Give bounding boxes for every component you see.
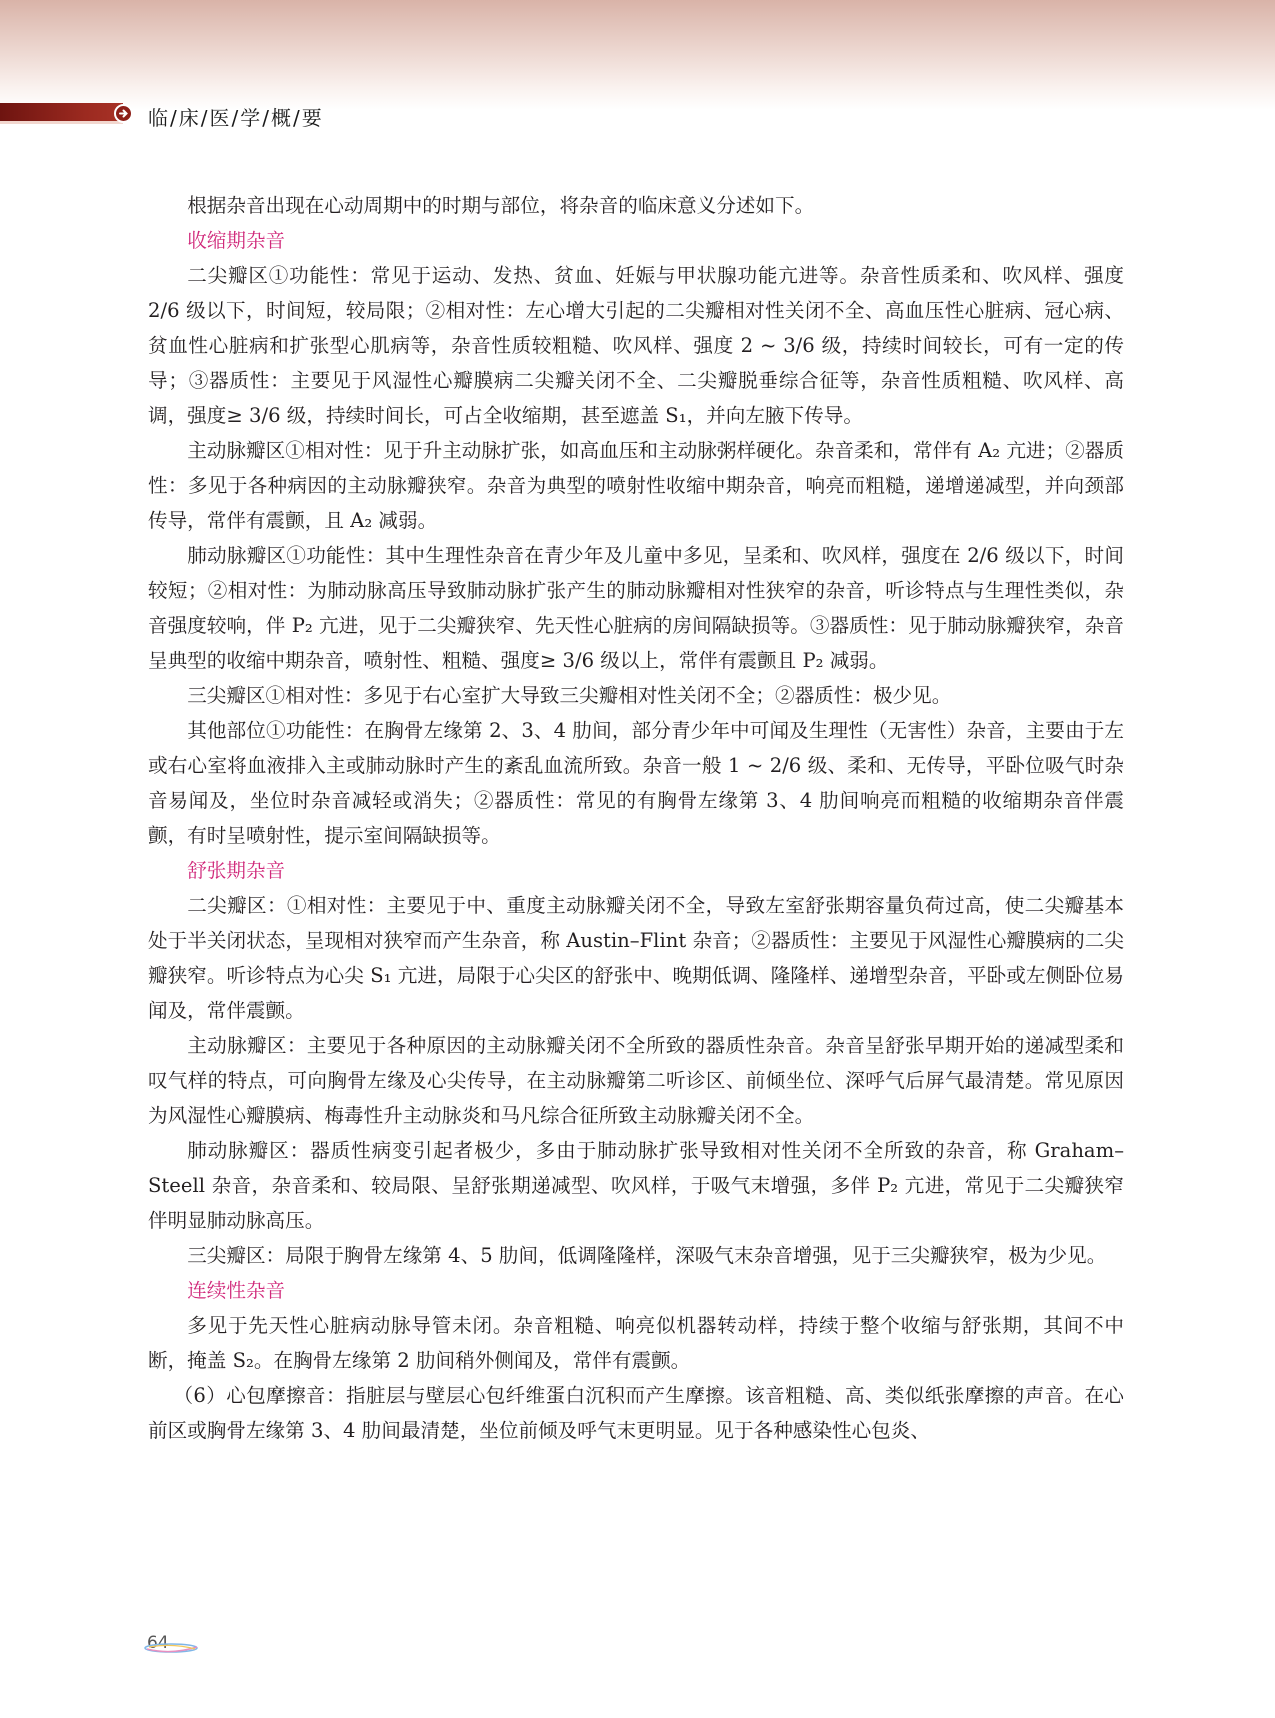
- header-accent-line: [0, 121, 123, 124]
- section-heading-systolic: 收缩期杂音: [187, 229, 286, 252]
- paragraph-systolic-mitral: 二尖瓣区①功能性：常见于运动、发热、贫血、妊娠与甲状腺功能亢进等。杂音性质柔和、吹风样、强度 2/6 级以下，时间短，较局限；②相对性：左心增大引起的二尖瓣相对性关闭不全、高血压性心脏病、冠心病、贫血性心脏病和扩张型心肌病等，杂音性质较粗糙、吹风样、强度 2 ~ 3/6 级，持续时间较长，可有一定的传导；③器质性：主要见于风湿性心瓣膜病二尖瓣关闭不全、二尖瓣脱垂综合征等，杂音性质粗糙、吹风样、高调，强度≥ 3/6 级，持续时间长，可占全收缩期，甚至遮盖 S₁，并向左腋下传导。: [148, 264, 1124, 427]
- paragraph-diastolic-aortic: 主动脉瓣区：主要见于各种原因的主动脉瓣关闭不全所致的器质性杂音。杂音呈舒张早期开始的递减型柔和叹气样的特点，可向胸骨左缘及心尖传导，在主动脉瓣第二听诊区、前倾坐位、深呼气后屏气最清楚。常见原因为风湿性心瓣膜病、梅毒性升主动脉炎和马凡综合征所致主动脉瓣关闭不全。: [148, 1034, 1124, 1127]
- paragraph-systolic-pulmonary: 肺动脉瓣区①功能性：其中生理性杂音在青少年及儿童中多见，呈柔和、吹风样，强度在 2/6 级以下，时间较短；②相对性：为肺动脉高压导致肺动脉扩张产生的肺动脉瓣相对性狭窄的杂音，听诊特点与生理性类似，杂音强度较响，伴 P₂ 亢进，见于二尖瓣狭窄、先天性心脏病的房间隔缺损等。③器质性：见于肺动脉瓣狭窄，杂音呈典型的收缩中期杂音，喷射性、粗糙、强度≥ 3/6 级以上，常伴有震颤且 P₂ 减弱。: [148, 544, 1124, 672]
- paragraph-diastolic-pulmonary: 肺动脉瓣区：器质性病变引起者极少，多由于肺动脉扩张导致相对性关闭不全所致的杂音，称 Graham–Steell 杂音，杂音柔和、较局限、呈舒张期递减型、吹风样，于吸气末增强，多伴 P₂ 亢进，常见于二尖瓣狭窄伴明显肺动脉高压。: [148, 1139, 1124, 1232]
- section-heading-continuous: 连续性杂音: [187, 1279, 286, 1302]
- paragraph-systolic-aortic: 主动脉瓣区①相对性：见于升主动脉扩张，如高血压和主动脉粥样硬化。杂音柔和，常伴有 A₂ 亢进；②器质性：多见于各种病因的主动脉瓣狭窄。杂音为典型的喷射性收缩中期杂音，响亮而粗糙，递增递减型，并向颈部传导，常伴有震颤，且 A₂ 减弱。: [148, 439, 1124, 532]
- paragraph-friction-rub: （6）心包摩擦音：指脏层与壁层心包纤维蛋白沉积而产生摩擦。该音粗糙、高、类似纸张摩擦的声音。在心前区或胸骨左缘第 3、4 肋间最清楚，坐位前倾及呼气末更明显。见于各种感染性心包炎、: [148, 1384, 1124, 1442]
- paragraph-systolic-tricuspid: 三尖瓣区①相对性：多见于右心室扩大导致三尖瓣相对性关闭不全；②器质性：极少见。: [187, 684, 952, 707]
- top-gradient-band: [0, 0, 1275, 110]
- intro-paragraph: 根据杂音出现在心动周期中的时期与部位，将杂音的临床意义分述如下。: [187, 194, 815, 217]
- section-heading-diastolic: 舒张期杂音: [187, 859, 286, 882]
- page-swoosh-icon: [143, 1641, 203, 1655]
- running-title: 临/床/医/学/概/要: [148, 106, 324, 130]
- arrow-right-icon: [114, 104, 133, 123]
- header-accent-bar: [0, 103, 123, 122]
- paragraph-diastolic-mitral: 二尖瓣区：①相对性：主要见于中、重度主动脉瓣关闭不全，导致左室舒张期容量负荷过高，使二尖瓣基本处于半关闭状态，呈现相对狭窄而产生杂音，称 Austin–Flint 杂音；②器质性：主要见于风湿性心瓣膜病的二尖瓣狭窄。听诊特点为心尖 S₁ 亢进，局限于心尖区的舒张中、晚期低调、隆隆样、递增型杂音，平卧或左侧卧位易闻及，常伴震颤。: [148, 894, 1124, 1022]
- paragraph-continuous: 多见于先天性心脏病动脉导管未闭。杂音粗糙、响亮似机器转动样，持续于整个收缩与舒张期，其间不中断，掩盖 S₂。在胸骨左缘第 2 肋间稍外侧闻及，常伴有震颤。: [148, 1314, 1124, 1372]
- paragraph-diastolic-tricuspid: 三尖瓣区：局限于胸骨左缘第 4、5 肋间，低调隆隆样，深吸气末杂音增强，见于三尖瓣狭窄，极为少见。: [187, 1244, 1107, 1267]
- paragraph-systolic-other: 其他部位①功能性：在胸骨左缘第 2、3、4 肋间，部分青少年中可闻及生理性（无害性）杂音，主要由于左或右心室将血液排入主或肺动脉时产生的紊乱血流所致。杂音一般 1 ~ 2/6 级、柔和、无传导，平卧位吸气时杂音易闻及，坐位时杂音减轻或消失；②器质性：常见的有胸骨左缘第 3、4 肋间响亮而粗糙的收缩期杂音伴震颤，有时呈喷射性，提示室间隔缺损等。: [148, 719, 1124, 847]
- page-body: [148, 188, 1124, 1448]
- page-number: 64: [147, 1633, 169, 1653]
